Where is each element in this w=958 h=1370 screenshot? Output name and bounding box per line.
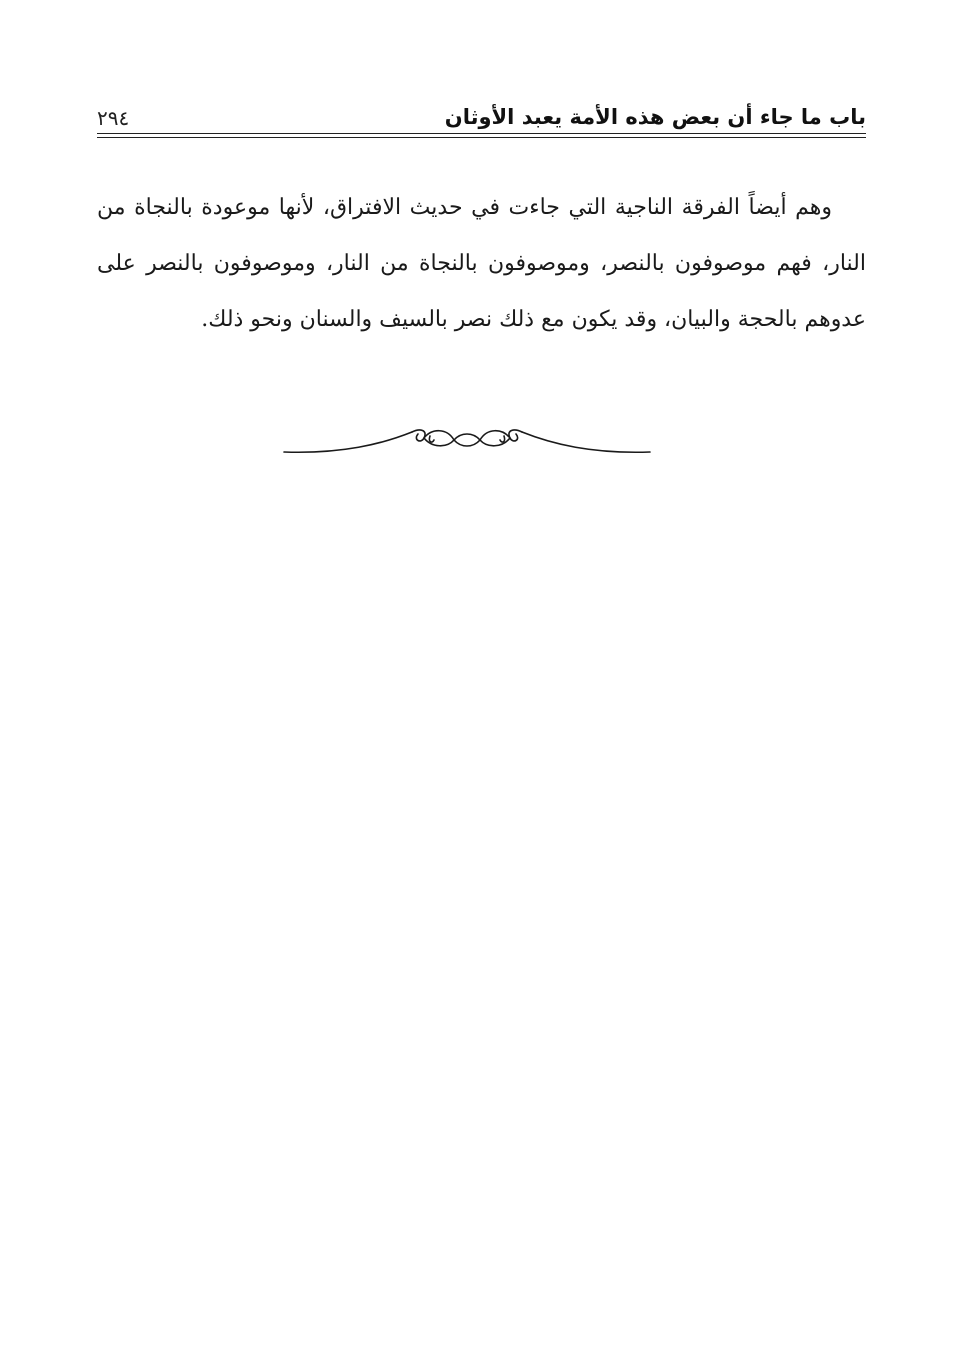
flourish-divider-icon	[282, 418, 652, 462]
header-rule-bottom	[97, 137, 866, 138]
page-number: ٢٩٤	[97, 106, 130, 130]
chapter-title: باب ما جاء أن بعض هذه الأمة يعبد الأوثان	[444, 105, 866, 129]
running-header	[97, 92, 866, 132]
body-text	[97, 180, 866, 348]
header-rule-top	[97, 133, 866, 134]
paragraph: وهم أيضاً الفرقة الناجية التي جاءت في حديث الافتراق، لأنها موعودة بالنجاة من النار، فهم موصوفون بالنصر، وموصوفون بالنجاة من النار، وموصوفون بالنصر على عدوهم بالحجة والبيان، وقد يكون مع ذلك نصر بالسيف والسنان ونحو ذلك.	[97, 195, 866, 332]
